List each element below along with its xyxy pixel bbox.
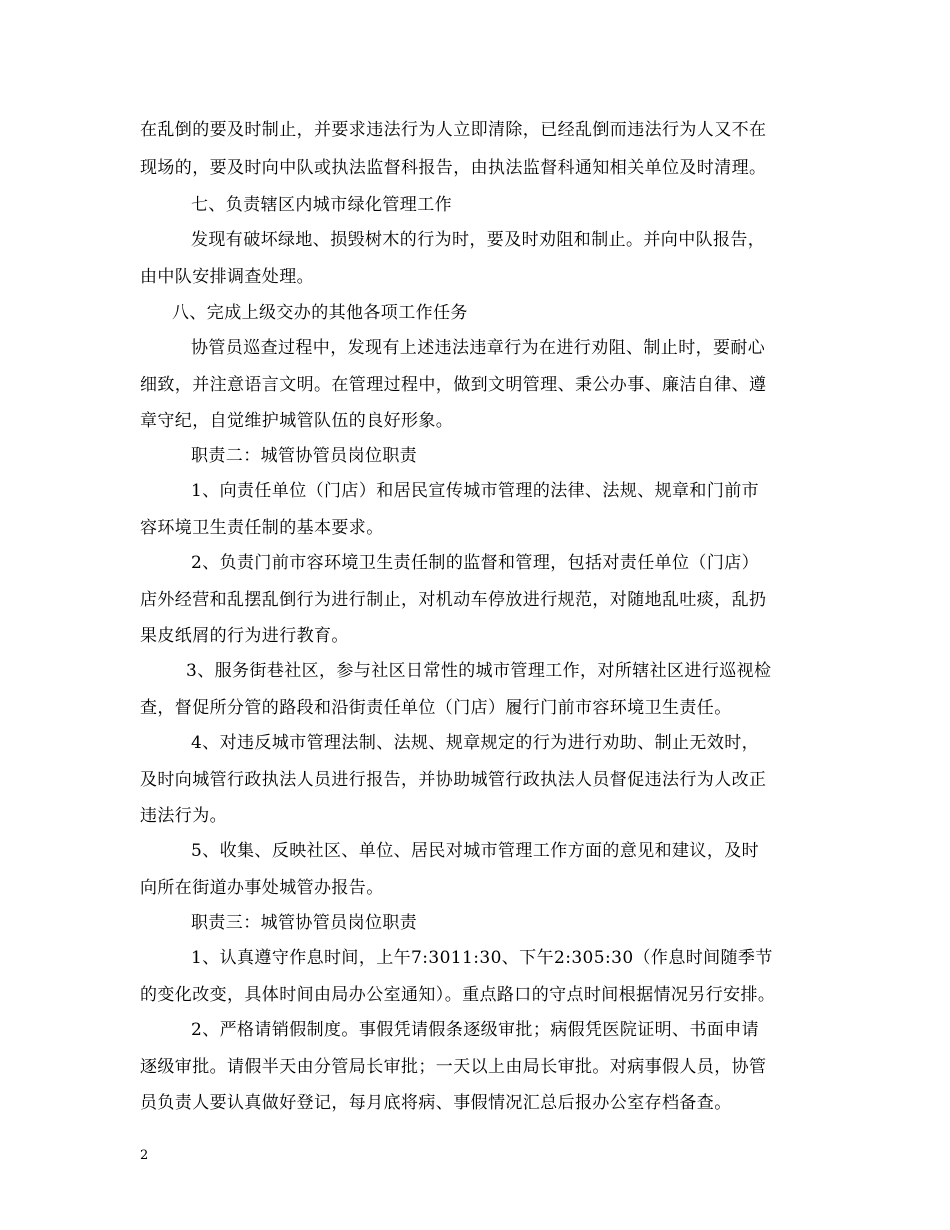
- body-text-line: 及时向城管行政执法人员进行报告，并协助城管行政执法人员督促违法行为人改正: [140, 770, 767, 790]
- body-text-line: 4、对违反城市管理法制、法规、规章规定的行为进行劝助、制止无效时，: [191, 733, 760, 753]
- page-number: 2: [140, 1148, 149, 1163]
- body-text-line: 2、严格请销假制度。事假凭请假条逐级审批；病假凭医院证明、书面申请: [191, 1020, 760, 1040]
- body-text-line: 协管员巡查过程中，发现有上述违法违章行为在进行劝阻、制止时，要耐心: [191, 338, 766, 358]
- section-heading-7: 七、负责辖区内城市绿化管理工作: [191, 195, 452, 215]
- body-text-line: 逐级审批。请假半天由分管局长审批；一天以上由局长审批。对病事假人员，协管: [140, 1057, 767, 1077]
- body-text-line: 员负责人要认真做好登记，每月底将病、事假情况汇总后报办公室存档备查。: [140, 1093, 732, 1113]
- body-text-line: 的变化改变，具体时间由局办公室通知）。重点路口的守点时间根据情况另行安排。: [140, 985, 776, 1005]
- body-text-line: 查，督促所分管的路段和沿街责任单位（门店）履行门前市容环境卫生责任。: [140, 698, 732, 718]
- body-text-line: 章守纪，自觉维护城管队伍的良好形象。: [140, 411, 454, 431]
- body-text-line: 由中队安排调查处理。: [140, 267, 314, 287]
- body-text-line: 1、认真遵守作息时间，上午7:3011:30、下午2:305:30（作息时间随季节: [191, 948, 773, 968]
- body-text-line: 1、向责任单位（门店）和居民宣传城市管理的法律、法规、规章和门前市: [191, 481, 760, 501]
- body-text-line: 细致，并注意语言文明。在管理过程中，做到文明管理、秉公办事、廉洁自律、遵: [140, 375, 767, 395]
- body-text-line: 2、负责门前市容环境卫生责任制的监督和管理，包括对责任单位（门店）: [191, 553, 760, 573]
- body-text-line: 现场的，要及时向中队或执法监督科报告，由执法监督科通知相关单位及时清理。: [140, 158, 767, 178]
- body-text-line: 发现有破坏绿地、损毁树木的行为时，要及时劝阻和制止。并向中队报告，: [191, 230, 766, 250]
- duty-heading-3: 职责三：城管协管员岗位职责: [191, 913, 418, 933]
- body-text-line: 店外经营和乱摆乱倒行为进行制止，对机动车停放进行规范，对随地乱吐痰，乱扔: [140, 590, 767, 610]
- body-text-line: 容环境卫生责任制的基本要求。: [140, 518, 384, 538]
- duty-heading-2: 职责二：城管协管员岗位职责: [191, 446, 418, 466]
- body-text-line: 5、收集、反映社区、单位、居民对城市管理工作方面的意见和建议，及时: [191, 841, 760, 861]
- body-text-line: 果皮纸屑的行为进行教育。: [140, 626, 349, 646]
- body-text-line: 在乱倒的要及时制止，并要求违法行为人立即清除，已经乱倒而违法行为人又不在: [140, 120, 767, 140]
- section-heading-8: 八、完成上级交办的其他各项工作任务: [172, 303, 468, 323]
- body-text-line: 向所在街道办事处城管办报告。: [140, 878, 384, 898]
- body-text-line: 3、服务街巷社区，参与社区日常性的城市管理工作，对所辖社区进行巡视检: [186, 661, 772, 681]
- body-text-line: 违法行为。: [140, 806, 227, 826]
